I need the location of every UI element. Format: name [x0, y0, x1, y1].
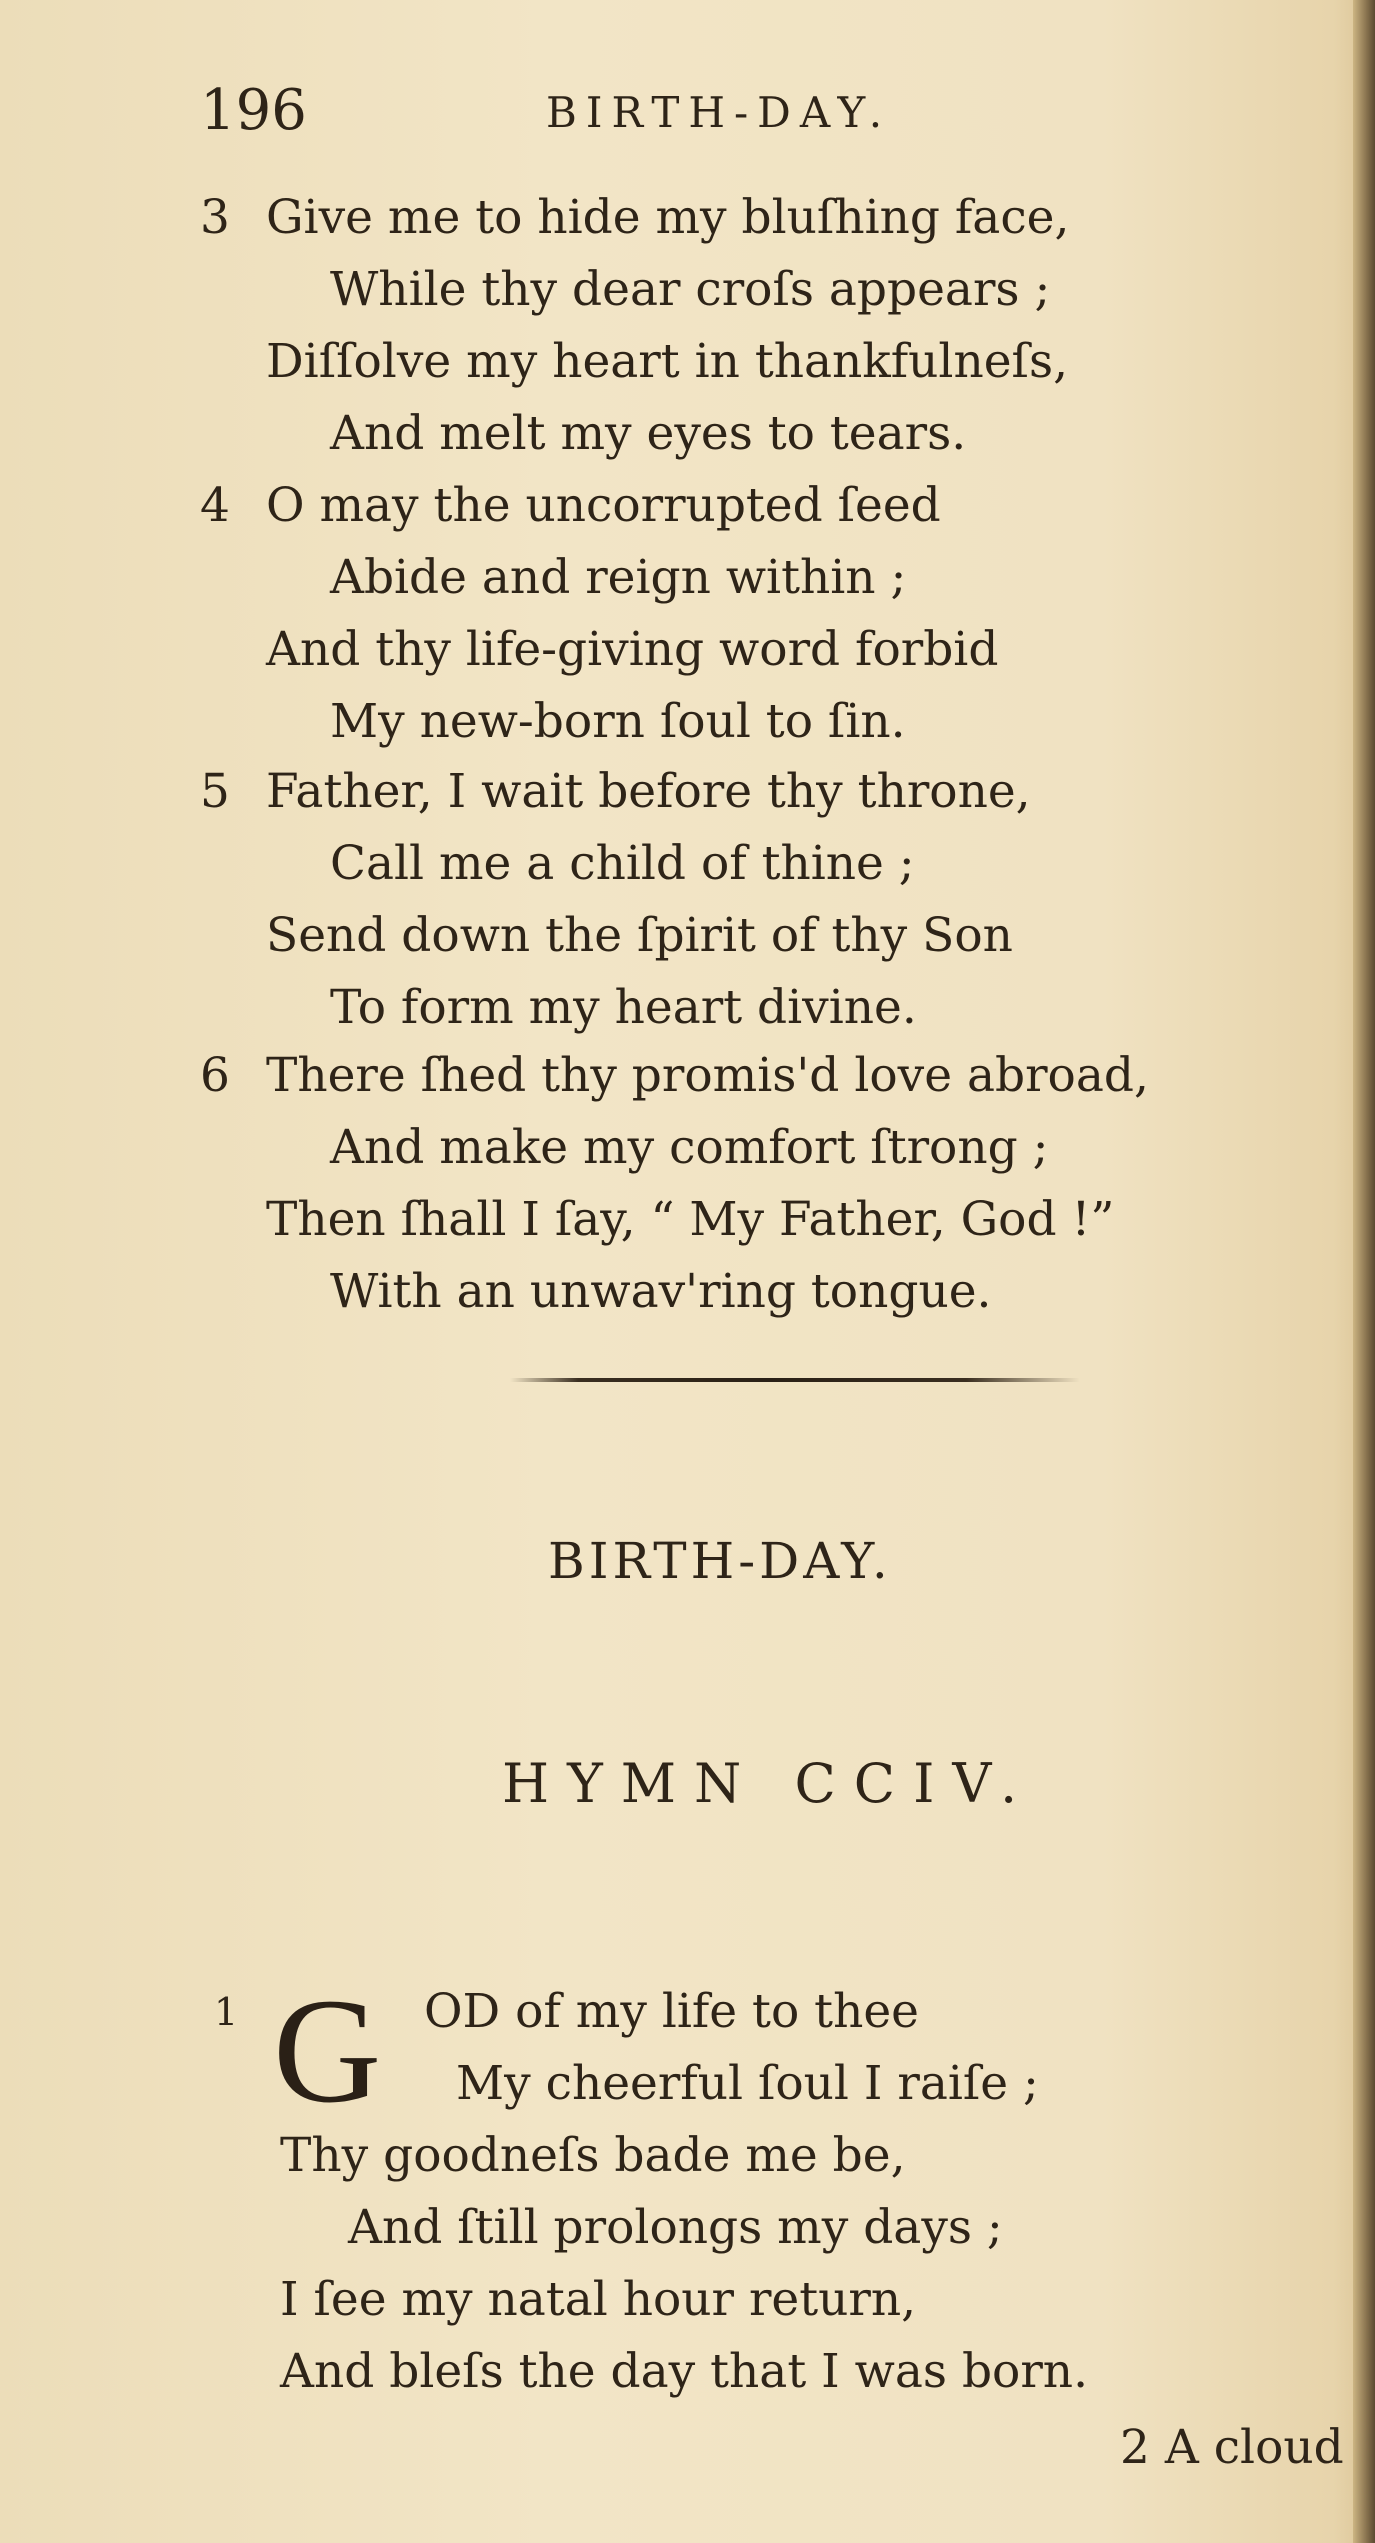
- stanza-line: And bleſs the day that I was born.: [280, 2344, 1089, 2399]
- stanza-line: 6 There ſhed thy promis'd love abroad,: [200, 1040, 1200, 1112]
- page-header: [200, 78, 960, 148]
- stanza-line: Diſſolve my heart in thankfulneſs,: [266, 334, 1069, 389]
- page-edge: [1353, 0, 1375, 2543]
- stanza-line: My new-born ſoul to ſin.: [330, 694, 906, 749]
- stanza-line: With an unwav'ring tongue.: [330, 1264, 992, 1319]
- stanza-line: Thy goodneſs bade me be,: [280, 2128, 906, 2183]
- stanza-number: 6: [200, 1048, 230, 1103]
- hymn-stanza-1: [200, 1968, 1200, 2408]
- running-head: BIRTH-DAY.: [546, 88, 892, 137]
- stanza-line: And thy life-giving word forbid: [266, 622, 999, 677]
- stanza-number: 1: [214, 1990, 239, 2034]
- stanza-4: [200, 470, 1200, 758]
- stanza-line: To form my heart divine.: [330, 980, 917, 1035]
- stanza-line: I ſee my natal hour return,: [280, 2272, 917, 2327]
- stanza-line: While thy dear croſs appears ;: [330, 262, 1051, 317]
- stanza-5: [200, 756, 1200, 1044]
- stanza-line: 4 O may the uncorrupted ſeed: [200, 470, 1200, 542]
- stanza-line: Then ſhall I ſay, “ My Father, God !”: [266, 1192, 1115, 1247]
- stanza-number: 4: [200, 478, 230, 533]
- stanza-line: And make my comfort ſtrong ;: [330, 1120, 1049, 1175]
- stanza-line: And melt my eyes to tears.: [330, 406, 967, 461]
- stanza-6: [200, 1040, 1200, 1328]
- stanza-line: And ſtill prolongs my days ;: [348, 2200, 1003, 2255]
- stanza-line: My cheerful ſoul I raiſe ;: [456, 2056, 1039, 2111]
- stanza-3: [200, 182, 1200, 470]
- stanza-line: 3 Give me to hide my bluſhing face,: [200, 182, 1200, 254]
- section-divider: [510, 1378, 1080, 1382]
- stanza-number: 5: [200, 764, 230, 819]
- stanza-number: 3: [200, 190, 230, 245]
- stanza-line: Call me a child of thine ;: [330, 836, 915, 891]
- hymn-title: HYMN CCIV.: [502, 1752, 1036, 1815]
- catchword: 2 A cloud: [1120, 2420, 1344, 2475]
- section-title: BIRTH-DAY.: [548, 1532, 892, 1590]
- stanza-line: Abide and reign within ;: [330, 550, 907, 605]
- page-number: 196: [200, 78, 307, 143]
- stanza-line: Send down the ſpirit of thy Son: [266, 908, 1013, 963]
- stanza-line: 5 Father, I wait before thy throne,: [200, 756, 1200, 828]
- stanza-line: 1 OD of my life to thee: [200, 1976, 1200, 2048]
- drop-cap: G: [273, 1968, 382, 2134]
